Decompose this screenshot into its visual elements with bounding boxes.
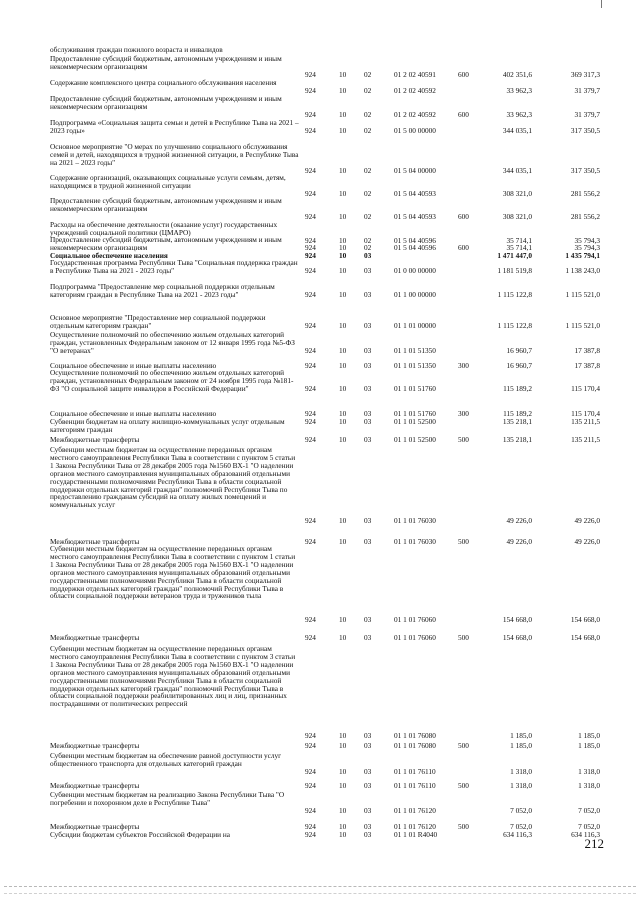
expense-type-code: 500: [458, 435, 469, 444]
section-code: 10: [339, 251, 347, 260]
admin-code: 924: [305, 781, 316, 790]
target-article-code: 01 1 01 76060: [394, 633, 436, 642]
table-row: [0, 143, 640, 175]
expense-type-code: 600: [458, 242, 469, 252]
amount-year-1: 115 189,2: [503, 383, 532, 393]
amount-year-2: 17 387,8: [574, 345, 600, 355]
amount-year-2: 1 318,0: [578, 781, 600, 790]
table-row: [0, 791, 640, 815]
row-description: Осуществление полномочий по обеспечению жильем отдельных категорий граждан, установленных Федеральным законом от 12 января 1995 года №5-ФЗ "О ветеранах": [50, 330, 295, 355]
amount-year-1: 1 115 122,8: [497, 320, 532, 330]
row-description: Предоставление субсидий бюджетным, автономным учреждениям и иным некоммерческим организациям: [50, 54, 282, 71]
amount-year-1: 1 471 447,0: [497, 251, 532, 260]
amount-year-2: 1 185,0: [578, 730, 600, 740]
admin-code: 924: [305, 345, 316, 355]
target-article-code: 01 0 00 00000: [394, 265, 436, 275]
section-code: 10: [339, 125, 347, 135]
scan-artifact-line: [4, 893, 636, 894]
subsection-code: 03: [364, 251, 372, 260]
section-code: 10: [339, 85, 347, 95]
amount-year-2: 154 668,0: [570, 633, 600, 642]
amount-year-2: 1 185,0: [578, 741, 600, 750]
target-article-code: 01 1 01 76080: [394, 730, 436, 740]
row-description: Субвенции местным бюджетам на осуществление переданных органам местного самоуправления Республики Тыва в соответствии с пунктом 1 статьи 1 Закона Республики Тыва от 28 декабря 2005 года №1560 ВХ-1 "О наделении органов местного самоуправления муниципальных образований отдельными государственными полномочиями Республики Тыва в области социальной поддержки отдельных категорий граждан" полномочий Республики Тыва в области социальной поддержки ветеранов труда и тружеников тыла: [50, 544, 296, 601]
page-number: 212: [584, 836, 604, 851]
amount-year-2: 317 350,5: [570, 165, 600, 175]
table-row: [0, 831, 640, 839]
subsection-code: 03: [364, 781, 372, 790]
expense-type-code: 600: [458, 109, 469, 119]
scan-tick-mark: [601, 0, 602, 8]
admin-code: 924: [305, 109, 316, 119]
admin-code: 924: [305, 537, 316, 546]
admin-code: 924: [305, 85, 316, 95]
section-code: 10: [339, 361, 347, 370]
row-description: Межбюджетные трансферты: [50, 435, 140, 444]
table-row: [0, 545, 640, 624]
target-article-code: 01 1 01 76060: [394, 615, 436, 625]
table-row: [0, 742, 640, 750]
target-article-code: 01 2 02 40591: [394, 69, 436, 79]
section-code: 10: [339, 409, 347, 418]
amount-year-2: 1 435 794,1: [565, 251, 600, 260]
scan-artifact-line: [4, 886, 636, 887]
section-code: 10: [339, 320, 347, 330]
section-code: 10: [339, 211, 347, 221]
admin-code: 924: [305, 125, 316, 135]
amount-year-2: 1 115 521,0: [565, 320, 600, 330]
target-article-code: 01 1 01 76120: [394, 822, 436, 831]
amount-year-2: 7 052,0: [578, 822, 600, 831]
section-code: 10: [339, 537, 347, 546]
amount-year-2: 1 138 243,0: [565, 265, 600, 275]
section-code: 10: [339, 383, 347, 393]
row-description: Субсидии бюджетам субъектов Российской Федерации на: [50, 830, 230, 839]
expense-type-code: 500: [458, 537, 469, 546]
amount-year-1: 1 318,0: [510, 781, 532, 790]
row-description: Основное мероприятие "О мерах по улучшению социального обслуживания семей и детей, находящихся в трудной жизненной ситуации, в Республике Тыва на 2021 – 2023 годы": [50, 142, 299, 167]
admin-code: 924: [305, 615, 316, 625]
amount-year-1: 135 218,1: [502, 435, 532, 444]
target-article-code: 01 5 00 00000: [394, 125, 436, 135]
subsection-code: 03: [364, 633, 372, 642]
table-row: [0, 331, 640, 355]
target-article-code: 01 1 01 51350: [394, 361, 436, 370]
row-description: Субвенции местным бюджетам на обеспечение равной доступности услуг общественного транспорта для отдельных категорий граждан: [50, 751, 282, 768]
admin-code: 924: [305, 409, 316, 418]
table-row: [0, 55, 640, 79]
amount-year-1: 33 962,3: [506, 85, 532, 95]
section-code: 10: [339, 781, 347, 790]
subsection-code: 03: [364, 741, 372, 750]
subsection-code: 02: [364, 125, 372, 135]
target-article-code: 01 5 04 40593: [394, 211, 436, 221]
table-row: [0, 369, 640, 401]
admin-code: 924: [305, 242, 316, 252]
admin-code: 924: [305, 289, 316, 299]
amount-year-2: 369 317,3: [570, 69, 600, 79]
table-row: [0, 782, 640, 790]
row-description: Содержание организаций, оказывающих социальные услуги семьям, детям, находящимся в трудной жизненной ситуации: [50, 173, 286, 190]
subsection-code: 03: [364, 320, 372, 330]
subsection-code: 02: [364, 188, 372, 198]
target-article-code: 01 5 04 40596: [394, 242, 436, 252]
amount-year-2: 49 226,0: [574, 516, 600, 526]
row-description: Межбюджетные трансферты: [50, 633, 140, 642]
section-code: 10: [339, 242, 347, 252]
target-article-code: 01 1 01 52500: [394, 435, 436, 444]
target-article-code: 01 1 01 76110: [394, 781, 436, 790]
target-article-code: 01 1 01 52500: [394, 417, 436, 426]
table-row: [0, 197, 640, 221]
admin-code: 924: [305, 165, 316, 175]
table-row: [0, 283, 640, 307]
section-code: 10: [339, 69, 347, 79]
amount-year-1: 308 321,0: [502, 188, 532, 198]
subsection-code: 03: [364, 537, 372, 546]
subsection-code: 02: [364, 69, 372, 79]
target-article-code: 01 1 01 76080: [394, 741, 436, 750]
subsection-code: 03: [364, 830, 372, 839]
amount-year-2: 35 794,3: [574, 235, 600, 245]
row-description: Субвенции бюджетам на оплату жилищно-коммунальных услуг отдельным категориям граждан: [50, 417, 285, 434]
subsection-code: 02: [364, 235, 372, 245]
section-code: 10: [339, 165, 347, 175]
admin-code: 924: [305, 766, 316, 776]
subsection-code: 03: [364, 730, 372, 740]
expense-type-code: 600: [458, 69, 469, 79]
amount-year-1: 7 052,0: [510, 805, 532, 815]
amount-year-1: 154 668,0: [502, 615, 532, 625]
amount-year-1: 402 351,6: [502, 69, 532, 79]
target-article-code: 01 1 01 76120: [394, 805, 436, 815]
amount-year-2: 49 226,0: [574, 537, 600, 546]
amount-year-2: 281 556,2: [570, 211, 600, 221]
row-description: Социальное обеспечение населения: [50, 251, 168, 260]
row-description: Содержание комплексного центра социального обслуживания населения: [50, 78, 277, 87]
row-description: Государственная программа Республики Тыва "Социальная поддержка граждан в Республике Тыва на 2021 - 2023 годы": [50, 258, 298, 275]
amount-year-1: 135 218,1: [502, 417, 532, 426]
admin-code: 924: [305, 633, 316, 642]
amount-year-1: 16 960,7: [506, 345, 532, 355]
section-code: 10: [339, 741, 347, 750]
target-article-code: 01 1 01 R4040: [394, 830, 438, 839]
section-code: 10: [339, 615, 347, 625]
expense-type-code: 500: [458, 741, 469, 750]
subsection-code: 03: [364, 383, 372, 393]
target-article-code: 01 1 00 00000: [394, 289, 436, 299]
admin-code: 924: [305, 361, 316, 370]
admin-code: 924: [305, 516, 316, 526]
subsection-code: 02: [364, 85, 372, 95]
expense-type-code: 500: [458, 822, 469, 831]
row-description: Подпрограмма «Социальная защита семьи и детей в Республике Тыва на 2021 – 2023 годы»: [50, 118, 299, 135]
subsection-code: 03: [364, 417, 372, 426]
section-code: 10: [339, 417, 347, 426]
admin-code: 924: [305, 211, 316, 221]
amount-year-1: 308 321,0: [502, 211, 532, 221]
subsection-code: 03: [364, 409, 372, 418]
amount-year-2: 17 387,8: [574, 361, 600, 370]
target-article-code: 01 1 01 51350: [394, 345, 436, 355]
amount-year-1: 1 185,0: [510, 730, 532, 740]
row-description: Межбюджетные трансферты: [50, 822, 140, 831]
admin-code: 924: [305, 188, 316, 198]
subsection-code: 03: [364, 435, 372, 444]
table-row: [0, 436, 640, 444]
amount-year-2: 135 211,5: [571, 435, 600, 444]
section-code: 10: [339, 805, 347, 815]
admin-code: 924: [305, 265, 316, 275]
expense-type-code: 500: [458, 633, 469, 642]
admin-code: 924: [305, 417, 316, 426]
admin-code: 924: [305, 383, 316, 393]
section-code: 10: [339, 830, 347, 839]
row-description: Осуществление полномочий по обеспечению жильем отдельных категорий граждан, установленных Федеральным законом от 24 ноября 1995 года №181-ФЗ "О социальной защите инвалидов в Российской Федерации": [50, 368, 294, 393]
amount-year-1: 344 035,1: [502, 125, 532, 135]
subsection-code: 03: [364, 361, 372, 370]
section-code: 10: [339, 435, 347, 444]
subsection-code: 03: [364, 289, 372, 299]
row-description: Основное мероприятие "Предоставление мер социальной поддержки отдельным категориям граждан": [50, 313, 266, 330]
expense-type-code: 300: [458, 361, 469, 370]
amount-year-1: 33 962,3: [506, 109, 532, 119]
table-row: [0, 634, 640, 642]
row-description: Межбюджетные трансферты: [50, 781, 140, 790]
target-article-code: 01 5 04 40596: [394, 235, 436, 245]
section-code: 10: [339, 265, 347, 275]
subsection-code: 03: [364, 805, 372, 815]
amount-year-2: 1 318,0: [578, 766, 600, 776]
table-row: [0, 174, 640, 198]
row-description: Предоставление субсидий бюджетным, автономным учреждениям и иным некоммерческим организациям: [50, 196, 282, 213]
row-description: Подпрограмма "Предоставление мер социальной поддержки отдельным категориям граждан в Республике Тыва на 2021 - 2023 годы": [50, 282, 275, 299]
amount-year-2: 317 350,5: [570, 125, 600, 135]
subsection-code: 03: [364, 766, 372, 776]
section-code: 10: [339, 633, 347, 642]
subsection-code: 02: [364, 109, 372, 119]
subsection-code: 03: [364, 822, 372, 831]
section-code: 10: [339, 730, 347, 740]
table-row: [0, 418, 640, 434]
target-article-code: 01 2 02 40592: [394, 109, 436, 119]
section-code: 10: [339, 345, 347, 355]
table-row: [0, 119, 640, 135]
expense-type-code: 300: [458, 409, 469, 418]
row-description: Субвенции местным бюджетам на реализацию Закона Республики Тыва "О погребении и похоронном деле в Республике Тыва": [50, 790, 285, 807]
amount-year-2: 1 115 521,0: [565, 289, 600, 299]
admin-code: 924: [305, 805, 316, 815]
amount-year-1: 1 185,0: [510, 741, 532, 750]
row-description: Социальное обеспечение и иные выплаты населению: [50, 361, 217, 370]
amount-year-1: 35 714,1: [506, 235, 532, 245]
amount-year-1: 115 189,2: [503, 409, 532, 418]
amount-year-2: 281 556,2: [570, 188, 600, 198]
amount-year-1: 7 052,0: [510, 822, 532, 831]
amount-year-2: 31 379,7: [574, 85, 600, 95]
target-article-code: 01 2 02 40592: [394, 85, 436, 95]
target-article-code: 01 5 04 40593: [394, 188, 436, 198]
admin-code: 924: [305, 235, 316, 245]
amount-year-2: 31 379,7: [574, 109, 600, 119]
section-code: 10: [339, 766, 347, 776]
admin-code: 924: [305, 69, 316, 79]
amount-year-1: 1 181 519,8: [497, 265, 532, 275]
amount-year-2: 634 116,3: [571, 830, 600, 839]
subsection-code: 03: [364, 265, 372, 275]
subsection-code: 03: [364, 345, 372, 355]
amount-year-1: 1 115 122,8: [497, 289, 532, 299]
subsection-code: 02: [364, 242, 372, 252]
amount-year-1: 49 226,0: [506, 516, 532, 526]
subsection-code: 02: [364, 165, 372, 175]
target-article-code: 01 1 01 00000: [394, 320, 436, 330]
table-row: [0, 645, 640, 740]
amount-year-2: 135 211,5: [571, 417, 600, 426]
row-description: Межбюджетные трансферты: [50, 741, 140, 750]
section-code: 10: [339, 289, 347, 299]
expense-type-code: 600: [458, 211, 469, 221]
row-description: Расходы на обеспечение деятельности (оказание услуг) государственных учреждений социальной политики (ЦМАРО): [50, 220, 278, 237]
table-row: [0, 236, 640, 252]
amount-year-1: 35 714,1: [506, 242, 532, 252]
table-row: [0, 259, 640, 283]
section-code: 10: [339, 188, 347, 198]
table-row: [0, 752, 640, 776]
subsection-code: 03: [364, 516, 372, 526]
amount-year-1: 49 226,0: [506, 537, 532, 546]
target-article-code: 01 1 01 76030: [394, 537, 436, 546]
section-code: 10: [339, 235, 347, 245]
target-article-code: 01 5 04 00000: [394, 165, 436, 175]
admin-code: 924: [305, 830, 316, 839]
amount-year-1: 16 960,7: [506, 361, 532, 370]
row-description: Межбюджетные трансферты: [50, 537, 140, 546]
subsection-code: 03: [364, 615, 372, 625]
admin-code: 924: [305, 741, 316, 750]
row-description: Субвенции местным бюджетам на осуществление переданных органам местного самоуправления Республики Тыва в соответствии с пунктом 5 статьи 1 Закона Республики Тыва от 28 декабря 2005 года №1560 ВХ-1 "О наделении органов местного самоуправления муниципальных образований отдельными государственными полномочиями Республики Тыва в области социальной поддержки отдельных категорий граждан" полномочий Республики Тыва по предоставлению гражданам субсидий на оплату жилых помещений и коммунальных услуг: [50, 445, 296, 510]
target-article-code: 01 1 01 51760: [394, 409, 436, 418]
admin-code: 924: [305, 822, 316, 831]
table-row: [0, 314, 640, 330]
amount-year-1: 344 035,1: [502, 165, 532, 175]
table-row: [0, 95, 640, 119]
subsection-code: 02: [364, 211, 372, 221]
row-description: обслуживания граждан пожилого возраста и инвалидов: [50, 45, 223, 54]
table-row: [0, 79, 640, 95]
row-description: Предоставление субсидий бюджетным, автономным учреждениям и иным некоммерческим организациям: [50, 235, 282, 252]
amount-year-2: 115 170,4: [571, 409, 600, 418]
admin-code: 924: [305, 730, 316, 740]
amount-year-1: 634 116,3: [503, 830, 532, 839]
target-article-code: 01 1 01 76110: [394, 766, 436, 776]
row-description: Социальное обеспечение и иные выплаты населению: [50, 409, 217, 418]
amount-year-2: 154 668,0: [570, 615, 600, 625]
amount-year-2: 35 794,3: [574, 242, 600, 252]
expense-type-code: 500: [458, 781, 469, 790]
table-row: [0, 46, 640, 54]
admin-code: 924: [305, 320, 316, 330]
target-article-code: 01 1 01 76030: [394, 516, 436, 526]
amount-year-1: 154 668,0: [502, 633, 532, 642]
row-description: Предоставление субсидий бюджетным, автономным учреждениям и иным некоммерческим организациям: [50, 94, 282, 111]
amount-year-2: 115 170,4: [571, 383, 600, 393]
table-row: [0, 446, 640, 525]
amount-year-1: 1 318,0: [510, 766, 532, 776]
section-code: 10: [339, 109, 347, 119]
admin-code: 924: [305, 435, 316, 444]
section-code: 10: [339, 516, 347, 526]
admin-code: 924: [305, 251, 316, 260]
row-description: Субвенции местным бюджетам на осуществление переданных органам местного самоуправления Республики Тыва в соответствии с пунктом 3 статьи 1 Закона Республики Тыва от 28 декабря 2005 года №1560 ВХ-1 "О наделении органов местного самоуправления муниципальных образований отдельными государственными полномочиями Республики Тыва в области социальной поддержки отдельных категорий граждан" полномочий Республики Тыва в области социальной поддержки реабилитированных лиц и лиц, признанных пострадавшими от политических репрессий: [50, 644, 296, 709]
target-article-code: 01 1 01 51760: [394, 383, 436, 393]
amount-year-2: 7 052,0: [578, 805, 600, 815]
section-code: 10: [339, 822, 347, 831]
